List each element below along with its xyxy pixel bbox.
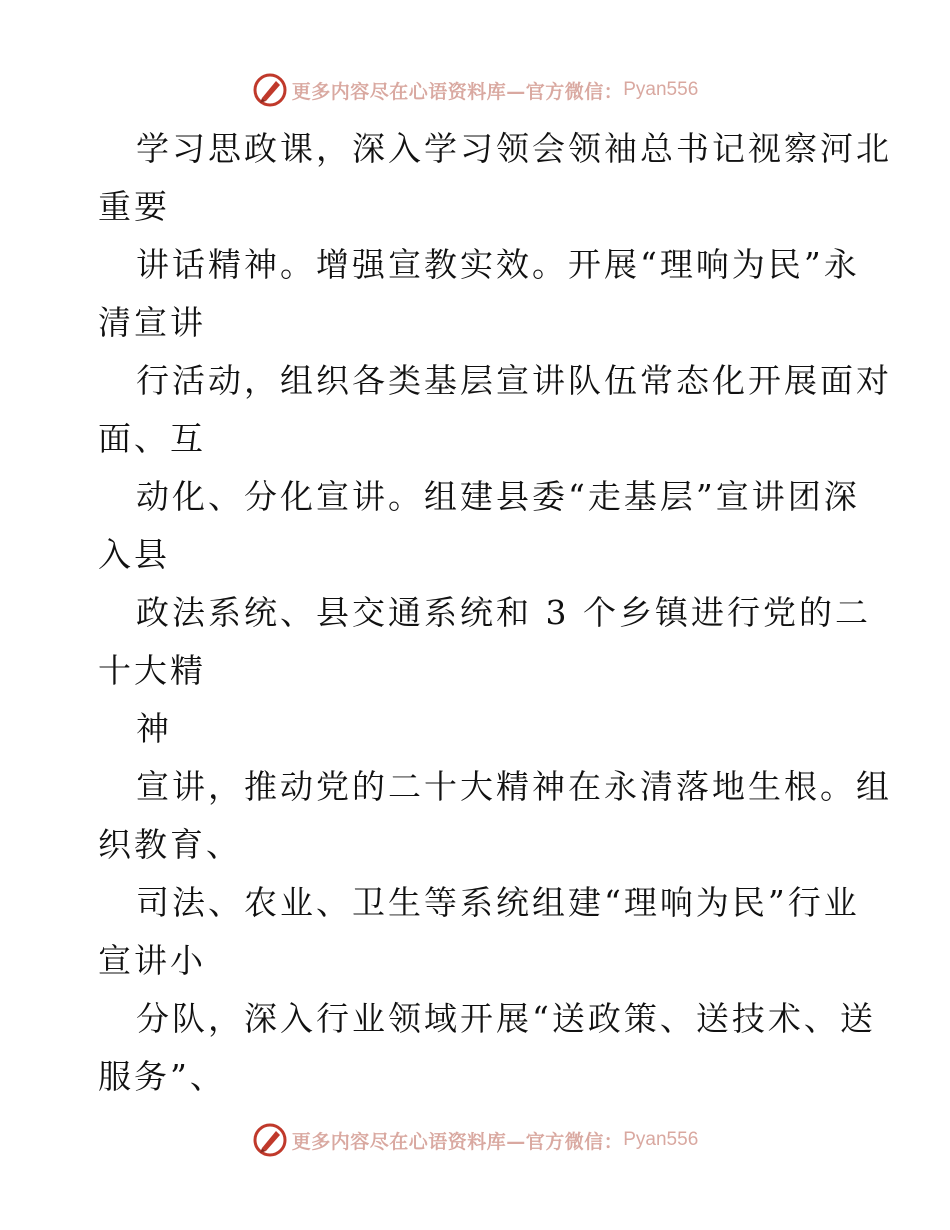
footer-watermark-banner — [0, 1120, 950, 1160]
body-line: 入县 — [98, 535, 170, 574]
body-line: 服务”、 — [98, 1057, 226, 1096]
header-watermark-banner — [0, 70, 950, 110]
body-line: 司法、农业、卫生等系统组建“理响为民”行业 — [136, 883, 860, 922]
body-line: 讲话精神。增强宣教实效。开展“理响为民”永 — [136, 245, 860, 284]
body-line: 行活动，组织各类基层宣讲队伍常态化开展面对 — [136, 361, 892, 400]
footer-banner-text: 更多内容尽在心语资料库—官方微信： — [291, 1130, 624, 1153]
body-line: 十大精 — [98, 651, 206, 690]
body-line: 神 — [136, 709, 172, 748]
body-line: 面、互 — [98, 419, 206, 458]
pen-logo-icon — [252, 72, 288, 108]
body-line: 学习思政课，深入学习领会领袖总书记视察河北 — [136, 129, 892, 168]
body-line: 宣讲，推动党的二十大精神在永清落地生根。组 — [136, 767, 892, 806]
footer-banner-account: Pyan556 — [623, 1129, 699, 1150]
header-banner-text: 更多内容尽在心语资料库—官方微信： — [291, 80, 624, 103]
body-line: 分队，深入行业领域开展“送政策、送技术、送 — [136, 999, 876, 1038]
body-line: 动化、分化宣讲。组建县委“走基层”宣讲团深 — [136, 477, 860, 516]
pen-logo-icon — [252, 1122, 288, 1158]
header-banner-account: Pyan556 — [623, 79, 699, 100]
body-line: 织教育、 — [98, 825, 242, 864]
body-line: 重要 — [98, 187, 170, 226]
document-body — [98, 120, 892, 1106]
body-line: 清宣讲 — [98, 303, 206, 342]
body-line: 宣讲小 — [98, 941, 206, 980]
body-line: 政法系统、县交通系统和 3 个乡镇进行党的二 — [136, 593, 871, 632]
